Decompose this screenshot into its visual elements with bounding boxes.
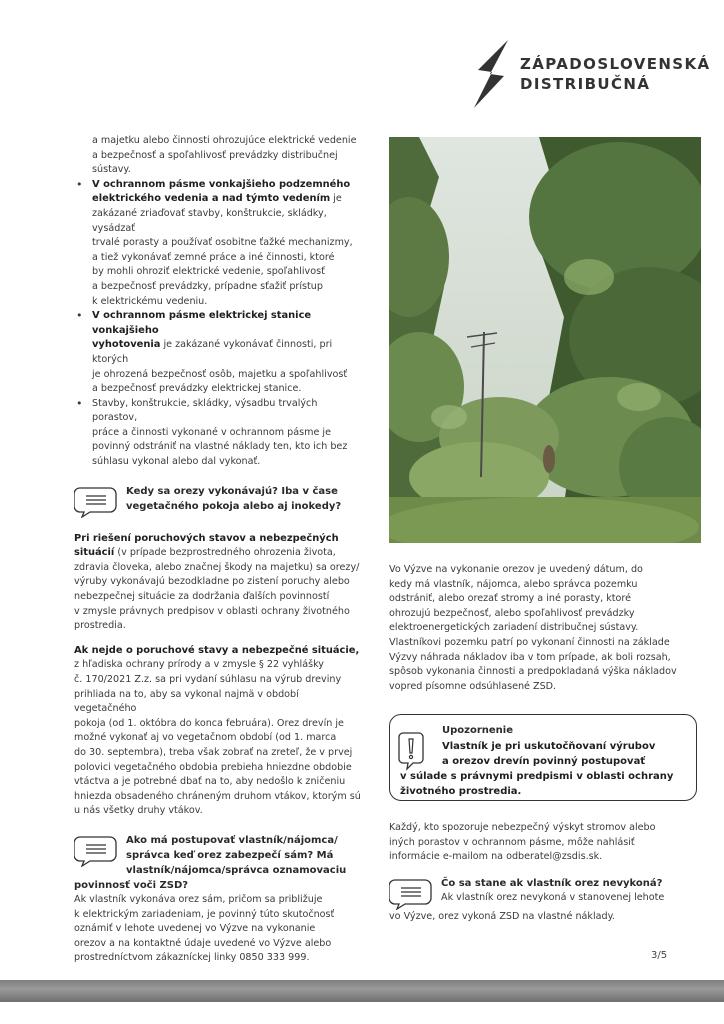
footer-bar	[0, 980, 724, 1002]
bullet-bold-line: elektrického vedenia a nad týmto vedením	[92, 193, 331, 205]
question-title-line: Čo sa stane ak vlastník orez nevykoná?	[441, 878, 663, 889]
text-line: iných porastov v ochrannom pásme, môže nahlásiť	[389, 836, 635, 848]
bullet-bold-line: vyhotovenia	[92, 339, 161, 351]
speech-bubble-icon	[389, 876, 435, 910]
forest-photo-illustration	[389, 137, 701, 543]
notice-line: životného prostredia.	[400, 786, 522, 797]
text-line: v zmysle právnych predpisov v oblasti ochrany životného	[74, 605, 350, 617]
text-line: prostredníctvom zákazníckej linky 0850 333 999.	[74, 952, 310, 964]
report-paragraph	[389, 821, 701, 865]
text-line: Ak vlastník orez nevykoná v stanovenej lehote	[441, 892, 665, 903]
question-owner-not-pruning	[389, 876, 701, 925]
text-line: Každý, kto spozoruje nebezpečný výskyt stromov alebo	[389, 822, 656, 833]
text-line: z hľadiska ochrany prírody a v zmysle § 22 vyhlášky	[74, 659, 324, 671]
bullet-list	[74, 178, 364, 470]
bullet-removal	[74, 397, 364, 470]
text-line: elektroenergetických zariadení distribučnej sústavy.	[389, 622, 639, 634]
text-line: kedy má vlastník, nájomca, alebo správca pozemku	[389, 578, 638, 590]
text-line: odstrániť, alebo orezať stromy a iné porasty, ktoré	[389, 593, 632, 605]
text-line: a bezpečnosť a spoľahlivosť prevádzky distribučnej	[92, 149, 338, 161]
text-line: polovici vegetačného obdobia prebieha hniezdne obdobie	[74, 761, 352, 773]
text-tail: (v prípade bezprostredného ohrozenia života,	[114, 547, 336, 559]
notice-box	[389, 714, 697, 801]
bullet-tail: je	[330, 193, 342, 205]
question-title-line: vegetačného pokoja alebo aj inokedy?	[126, 500, 342, 512]
text-line: do 30. septembra), treba však zobrať na zreteľ, že v prvej	[74, 746, 353, 758]
text-line: prostredia.	[74, 620, 126, 632]
paragraph-emergency	[74, 532, 364, 634]
text-line: Výzvy náhrada nákladov iba v tom prípade, ak boli rozsah,	[389, 651, 671, 663]
text-line: zdravia človeka, alebo značnej škody na majetku) sa orezy/	[74, 561, 360, 573]
logo-text	[520, 54, 711, 94]
text-line: možné vykonať aj vo vegetačnom období (od 1. marca	[74, 732, 337, 744]
continued-bullet-text	[74, 134, 364, 178]
text-line: vo Výzve, orez vykoná ZSD na vlastné náklady.	[389, 911, 615, 922]
bullet-underground-line	[74, 178, 364, 309]
bullet-bold-line: • V ochrannom pásme elektrickej stanice vonkajšieho	[92, 310, 312, 336]
text-line: povinný odstrániť na vlastné náklady ten, kto ich bez	[92, 441, 348, 453]
question-header	[389, 876, 701, 910]
text-line: by mohli ohroziť elektrické vedenie, spoľahlivosť	[92, 266, 325, 278]
question-owner-pruning	[74, 833, 364, 878]
photo-overgrown-power-line	[389, 137, 701, 543]
question-title-line: správca keď orez zabezpečí sám? Má	[126, 849, 334, 861]
bullet-tail: je zakázané vykonávať činnosti, pri ktorých	[92, 339, 333, 365]
question-when-pruning	[74, 484, 364, 518]
left-column	[74, 134, 364, 966]
bold-line: Ak nejde o poruchové stavy a nebezpečné situácie,	[74, 644, 360, 656]
bullet-bold-line: • V ochrannom pásme vonkajšieho podzemného	[92, 178, 351, 190]
company-logo	[470, 40, 711, 112]
notice-text	[400, 739, 690, 799]
text-line: u nás všetky druhy vtákov.	[74, 805, 203, 817]
text-line: č. 170/2021 Z.z. sa pri vydaní súhlasu na výrub dreviny	[74, 674, 342, 685]
notice-line: a orezov drevín povinný postupovať	[442, 756, 646, 767]
page-number: 3/5	[651, 950, 668, 961]
bullet-substation	[74, 309, 364, 397]
text-line: práce a činnosti vykonané v ochrannom pásme je	[92, 426, 331, 438]
bold-line: Pri riešení poruchových stavov a nebezpečných	[74, 532, 339, 544]
text-line: výruby vykonávajú bezodkladne po zistení poruchy alebo	[74, 576, 350, 588]
text-line: nebezpečnej situácie za dodržania ďalších povinností	[74, 591, 330, 603]
speech-bubble-icon	[74, 484, 120, 518]
text-line: trvalé porasty a používať osobitne ťažké mechanizmy,	[92, 237, 353, 249]
question-title-line: Ako má postupovať vlastník/nájomca/	[126, 834, 338, 846]
text-line: vopred písomne odsúhlasené ZSD.	[389, 680, 557, 692]
text-line: ohrozujú bezpečnosť, alebo spoľahlivosť prevádzky	[389, 607, 635, 619]
text-line: hniezda obsadeného chráneným druhom vtákov, ktorým sú	[74, 790, 361, 802]
logo-line-1: ZÁPADOSLOVENSKÁ	[520, 55, 711, 73]
text-line: a bezpečnosť prevádzky elektrickej stanice.	[92, 383, 302, 395]
text-line: k elektrickému vedeniu.	[92, 295, 208, 307]
text-line: a majetku alebo činnosti ohrozujúce elektrické vedenie	[92, 135, 357, 146]
bold-line: situácií	[74, 547, 115, 559]
notice-line: Vlastník je pri uskutočňovaní výrubov	[442, 741, 656, 752]
text-line: súhlasu vykonal alebo dal vykonať.	[92, 456, 261, 468]
lightning-bolt-icon	[470, 40, 512, 108]
text-line: Ak vlastník vykonáva orez sám, pričom sa približuje	[74, 893, 323, 905]
text-line: pokoja (od 1. októbra do konca februára). Orez drevín je	[74, 717, 344, 729]
text-line: sústavy.	[92, 164, 131, 176]
text-line: prihliada na to, aby sa vykonal najmä v období vegetačného	[74, 688, 299, 715]
text-line: Vo Výzve na vykonanie orezov je uvedený dátum, do	[389, 564, 643, 575]
text-line: Vlastníkovi pozemku patrí po vykonaní činnosti na základe	[389, 636, 670, 648]
text-line: k elektrickým zariadeniam, je povinný túto skutočnosť	[74, 908, 335, 920]
right-column-text	[389, 563, 701, 694]
text-line: a bezpečnosť prevádzky, prípadne sťažiť prístup	[92, 280, 323, 292]
question-title-line: povinnosť voči ZSD?	[74, 879, 189, 891]
question-title-line: Kedy sa orezy vykonávajú? Iba v čase	[126, 485, 338, 497]
text-line: • Stavby, konštrukcie, skládky, výsadbu trvalých porastov,	[92, 397, 318, 424]
text-line: vtáctva a je potrebné dbať na to, aby nedošlo k zničeniu	[74, 776, 346, 788]
text-line: spôsob vykonania činnosti a predpokladaná výška nákladov	[389, 666, 677, 678]
notice-line: v súlade s právnymi predpismi v oblasti ochrany	[400, 771, 674, 782]
text-line: informácie e-mailom na odberatel@zsdis.sk.	[389, 851, 603, 863]
logo-line-2: DISTRIBUČNÁ	[520, 75, 651, 93]
notice-title: Upozornenie	[442, 725, 514, 736]
question-title-line: vlastník/nájomca/správca oznamovaciu	[126, 864, 347, 876]
text-line: a tiež vykonávať zemné práce a iné činnosti, ktoré	[92, 251, 335, 263]
text-line: je ohrozená bezpečnosť osôb, majetku a spoľahlivosť	[92, 368, 348, 380]
paragraph-non-emergency	[74, 644, 364, 819]
text-line: oznámiť v lehote uvedenej vo Výzve na vykonanie	[74, 923, 316, 935]
text-line: orezov a na kontaktné údaje uvedené vo Výzve alebo	[74, 937, 332, 949]
text-line: zakázané zriaďovať stavby, konštrukcie, skládky, vysádzať	[92, 207, 327, 234]
speech-bubble-icon	[74, 833, 120, 867]
